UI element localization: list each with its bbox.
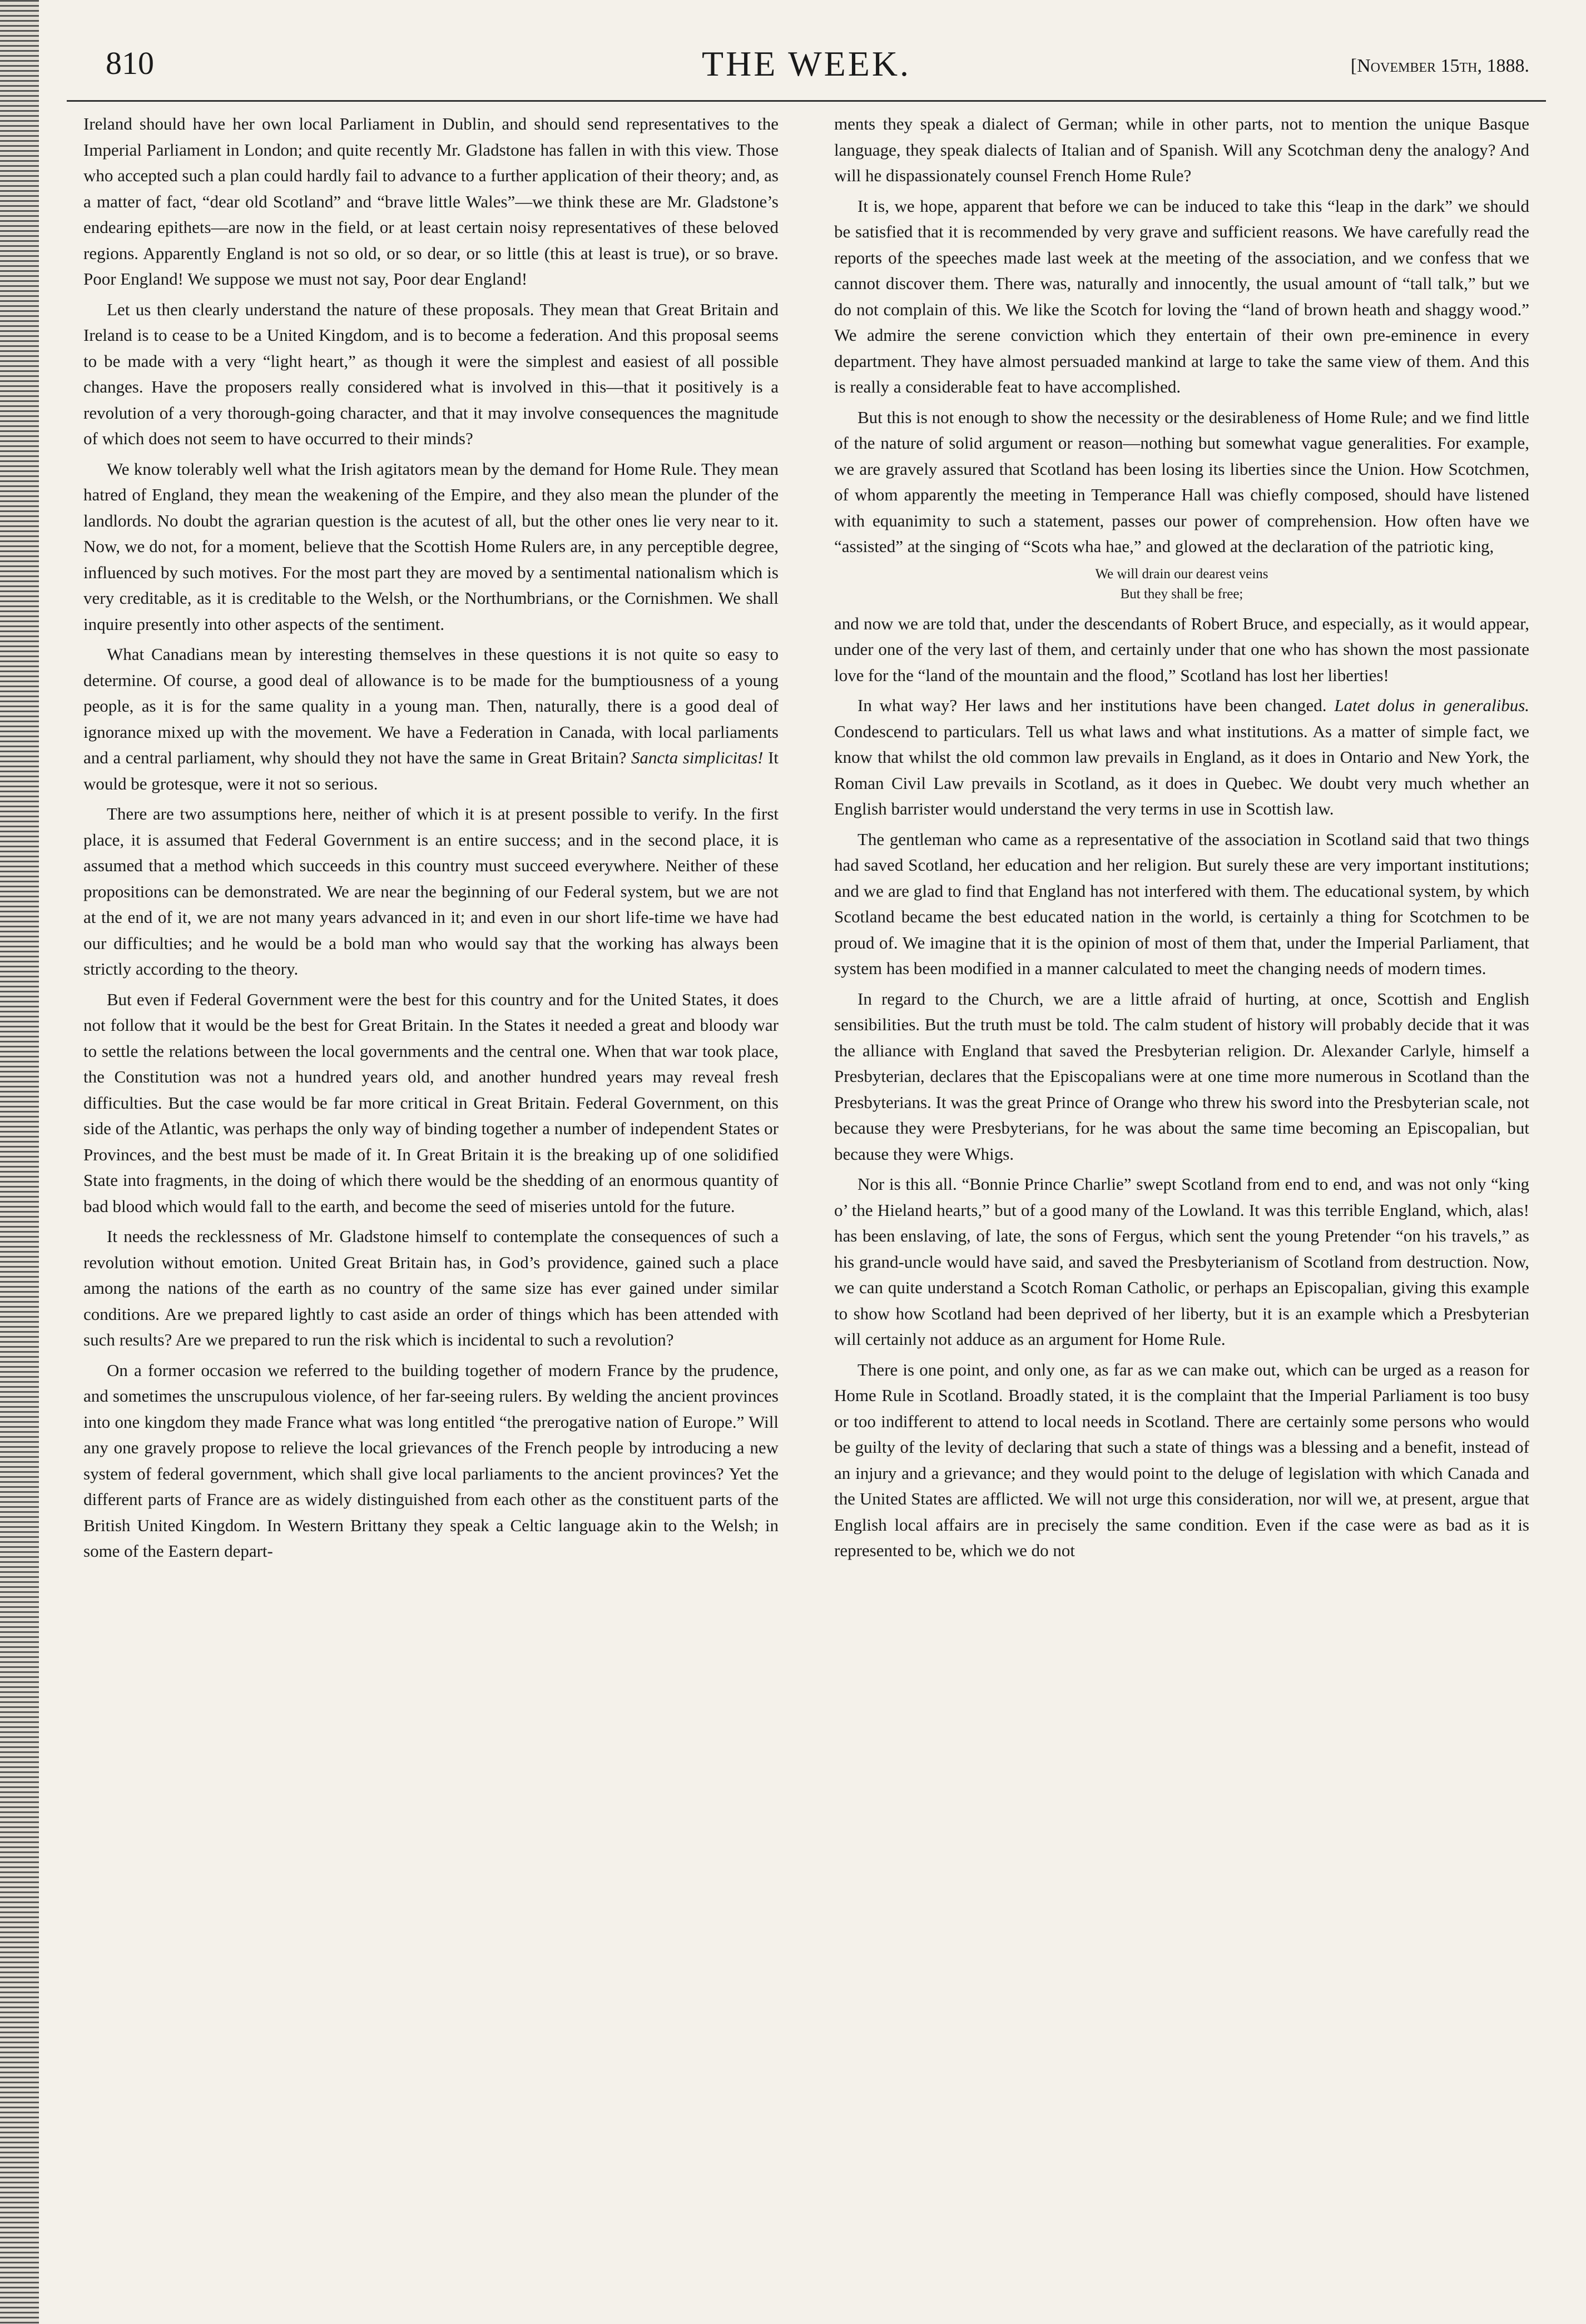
verse-line: But they shall be free;: [1120, 586, 1243, 602]
latin-phrase: Latet dolus in generalibus.: [1334, 696, 1529, 715]
text-run: In what way? Her laws and her institutions have been changed.: [858, 696, 1327, 715]
paragraph: In regard to the Church, we are a little afraid of hurting, at once, Scottish and English sensibilities. But the truth must be told. The calm student of history will probably decide that it was the alliance with England that saved the Presbyterian religion. Dr. Alexander Carlyle, himself a Presbyterian, declares that the Episcopalians were at one time more numerous in Scotland than the Presbyterians. It was the great Prince of Orange who threw his sword into the Presbyterian scale, not because they were Presbyterians, for he was about the same time becoming an Episcopalian, but because they were Whigs.: [834, 989, 1529, 1164]
paragraph: But even if Federal Government were the best for this country and for the United States, it does not follow that it would be the best for Great Britain. In the States it needed a great and bloody war to settle the relations between the local governments and the central one. When that war took place, the Constitution was not a hundred years old, and another hundred years may reveal fresh difficulties. But the case would be far more critical in Great Britain. Federal Government, on this side of the Atlantic, was perhaps the only way of binding together a number of independent States or Provinces, and the best must be made of it. In Great Britain it is the breaking up of one solidified State into fragments, in the doing of which there would be the shedding of an enormous quantity of bad blood which would fall to the earth, and become the seed of miseries untold for the future.: [83, 989, 779, 1216]
paragraph: [834, 693, 1529, 822]
right-column: [834, 111, 1529, 2280]
verse-quote: [834, 564, 1529, 604]
paragraph: There is one point, and only one, as far as we can make out, which can be urged as a reason for Home Rule in Scotland. Broadly stated, it is the complaint that the Imperial Parliament is too busy or too indifferent to attend to local needs in Scotland. There are certainly some persons who would be guilty of the levity of declaring that such a state of things was a blessing and a benefit, instead of an injury and a grievance; and they would point to the deluge of legislation with which Canada and the United States are afflicted. We will not urge this consideration, nor will we, at present, argue that English local affairs are in precisely the same condition. Even if the case were as bad as it is represented to be, which we do not: [834, 1359, 1529, 1560]
paragraph: We know tolerably well what the Irish agitators mean by the demand for Home Rule. They mean hatred of England, they mean the weakening of the Empire, and they also mean the plunder of the landlords. No doubt the agrarian question is the acutest of all, but the other ones lie very near to it. Now, we do not, for a moment, believe that the Scottish Home Rulers are, in any perceptible degree, influenced by such motives. For the most part they are moved by a sentimental nationalism which is very creditable, as it is creditable to the Welsh, or the Northumbrians, or the Cornishmen. We shall inquire presently into other aspects of the sentiment.: [83, 459, 779, 634]
paragraph: But this is not enough to show the necessity or the desirableness of Home Rule; and we find little of the nature of solid argument or reason—nothing but somewhat vague generalities. For example, we are gravely assured that Scotland has been losing its liberties since the Union. How Scotchmen, of whom apparently the meeting in Temperance Hall was chiefly composed, should have listened with equanimity to such a statement, passes our power of comprehension. How often have we “assisted” at the singing of “Scots wha hae,” and glowed at the declaration of the patriotic king,: [834, 407, 1529, 556]
issue-date: [November 15th, 1888.: [1350, 56, 1529, 76]
newspaper-page: [67, 33, 1546, 2302]
paragraph: There are two assumptions here, neither of which it is at present possible to verify. In the first place, it is assumed that Federal Government is an entire success; and in the second place, it is assumed that a method which succeeds in this country must succeed everywhere. Neither of these propositions can be demonstrated. We are near the beginning of our Federal system, but we are not at the end of it, we are not many years advanced in it; and even in our short life-time we have had our difficulties; and he would be a bold man who would say that the working has always been strictly according to the theory.: [83, 804, 779, 979]
paragraph: Let us then clearly understand the nature of these proposals. They mean that Great Britain and Ireland is to cease to be a United Kingdom, and is to become a federation. And this proposal seems to be made with a very “light heart,” as though it were the simplest and easiest of all possible changes. Have the proposers really considered what is involved in this—that it positively is a revolution of a very thorough-going character, and that it may involve consequences the magnitude of which does not seem to have occurred to their minds?: [83, 299, 779, 448]
text-run: What Canadians mean by interesting themselves in these questions it is not quite so easy to determine. Of course, a good deal of allowance is to be made for the bumptiousness of a young people, as it is for the same quality in a young man. Then, naturally, there is a good deal of ignorance mixed up with the movement. We have a Federation in Canada, with local parliaments and a central parliament, why should they not have the same in Great Britain?: [83, 644, 779, 767]
left-column: [83, 111, 779, 2280]
paragraph: On a former occasion we referred to the building together of modern France by the prudence, and sometimes the unscrupulous violence, of her far-seeing rulers. By welding the ancient provinces into one kingdom they made France what was long entitled “the prerogative nation of Europe.” Will any one gravely propose to relieve the local grievances of the French people by introducing a new system of federal government, which shall give local parliaments to the ancient provinces? Yet the different parts of France are as widely distinguished from each other as the constituent parts of the British United Kingdom. In Western Brittany they speak a Celtic language akin to the Welsh; in some of the Eastern depart-: [83, 1360, 779, 1561]
paragraph: and now we are told that, under the descendants of Robert Bruce, and especially, as it would appear, under one of the very last of them, and certainly under that one who has shown the most passionate love for the “land of the mountain and the flood,” Scotland has lost her liberties!: [834, 613, 1529, 685]
article-columns: [83, 111, 1529, 2280]
paragraph: It needs the recklessness of Mr. Gladstone himself to contemplate the consequences of such a revolution without emotion. United Great Britain has, in God’s providence, gained such a place among the nations of the earth as no country of the same size has ever gained under similar conditions. Are we prepared lightly to cast aside an order of things which has been attended with such results? Are we prepared to run the risk which is incidental to such a revolution?: [83, 1226, 779, 1349]
paragraph: [83, 642, 779, 797]
book-binding-edge: [0, 0, 39, 2324]
paragraph: Ireland should have her own local Parliament in Dublin, and should send representatives to the Imperial Parliament in London; and quite recently Mr. Gladstone has fallen in with this view. Those who accepted such a plan could hardly fail to advance to a further application of their theory; and, as a matter of fact, “dear old Scotland” and “brave little Wales”—we think these are Mr. Gladstone’s endearing epithets—are now in the field, or at least certain noisy representatives of these beloved regions. Apparently England is not so old, or so dear, or so little (this at least is true), or so brave. Poor England! We suppose we must not say, Poor dear England!: [83, 114, 779, 289]
paragraph: Nor is this all. “Bonnie Prince Charlie” swept Scotland from end to end, and was not only “king o’ the Hieland hearts,” but of a good many of the Lowland. It was this terrible England, which, alas! has been enslaving, of late, the sons of Fergus, which sent the young Pretender “on his travels,” as his grand-uncle would have said, and saved the Presbyterianism of Scotland from destruction. Now, we can quite understand a Scotch Roman Catholic, or perhaps an Episcopalian, giving this example to show how Scotland had been deprived of her liberty, but it is an example which a Presbyterian will certainly not adduce as an argument for Home Rule.: [834, 1174, 1529, 1349]
paragraph: The gentleman who came as a representative of the association in Scotland said that two things had saved Scotland, her education and her religion. But surely these are very important institutions; and we are glad to find that England has not interfered with them. The educational system, by which Scotland became the best educated nation in the world, is certainly a thing for Scotchmen to be proud of. We imagine that it is the opinion of most of them that, under the Imperial Parliament, that system has been modified in a manner calculated to meet the changing needs of modern times.: [834, 829, 1529, 978]
text-run: It would be grotesque, were it not so serious.: [83, 748, 779, 793]
journal-title: THE WEEK.: [701, 44, 911, 83]
paragraph: ments they speak a dialect of German; while in other parts, not to mention the unique Basque language, they speak dialects of Italian and of Spanish. Will any Scotchman deny the analogy? And will he dispassionately counsel French Home Rule?: [834, 114, 1529, 185]
page-number: 810: [106, 45, 154, 81]
page-header: [67, 33, 1546, 102]
verse-line: We will drain our dearest veins: [1095, 566, 1268, 582]
latin-phrase: Sancta simplicitas!: [631, 748, 764, 767]
paragraph: It is, we hope, apparent that before we can be induced to take this “leap in the dark” we should be satisfied that it is recommended by very grave and sufficient reasons. We have carefully read the reports of the speeches made last week at the meeting of the association, and we confess that we cannot discover them. There was, naturally and innocently, the usual amount of “tall talk,” but we do not complain of this. We like the Scotch for loving the “land of brown heath and shaggy wood.” We admire the serene conviction which they entertain of their own pre-eminence in every department. They have almost persuaded mankind at large to take the same view of them. And this is really a considerable feat to have accomplished.: [834, 196, 1529, 396]
text-run: Condescend to particulars. Tell us what laws and what institutions. As a matter of simple fact, we know that whilst the old common law prevails in England, as it does in Ontario and New York, the Roman Civil Law prevails in Scotland, as it does in Quebec. We doubt very much whether an English barrister would understand the very terms in use in Scottish law.: [834, 721, 1529, 818]
